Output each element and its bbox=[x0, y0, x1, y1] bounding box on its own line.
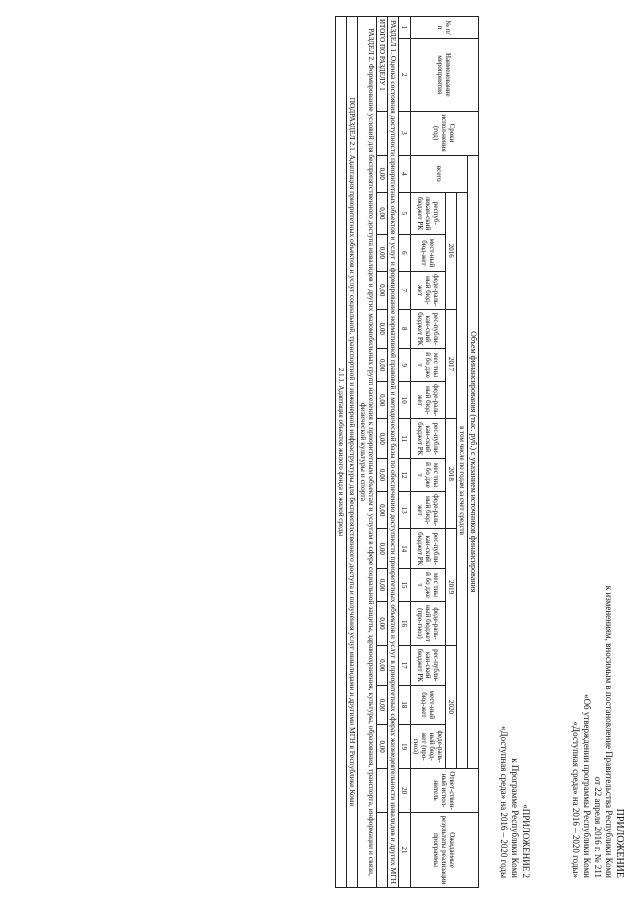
total-value-cell: 0,00 bbox=[377, 192, 388, 234]
year-header: 2020 bbox=[446, 645, 457, 768]
total-value-cell: 0,00 bbox=[377, 529, 388, 569]
total-result-cell bbox=[377, 813, 388, 888]
section-2-heading: РАЗДЕЛ 2. Формирование условий для беспрепятственного доступа инвалидов и других маломобильных групп населения к приоритетным объектам и услугам в сфере социальной защиты, здравоохранения, культуры, образования, транспорта, информации и связи, физической культуры и спорта bbox=[358, 17, 377, 888]
column-number: 14 bbox=[399, 529, 411, 569]
total-value-cell: 0,00 bbox=[377, 459, 388, 492]
appendix-line: к Программе Республики Коми bbox=[510, 758, 520, 878]
funding-source-header: рес-публи-кан-ский бюджет РК bbox=[411, 309, 446, 349]
financing-table bbox=[335, 16, 479, 888]
header-title: ПРИЛОЖЕНИЕ bbox=[614, 808, 625, 878]
column-number: 17 bbox=[399, 645, 411, 685]
document-header bbox=[570, 458, 625, 878]
col-by-years-header: в том числе по годам за счет средств bbox=[457, 192, 468, 768]
column-number: 6 bbox=[399, 234, 411, 271]
total-value-cell: 0,00 bbox=[377, 685, 388, 725]
funding-source-header: мест-ный бюд-жет bbox=[411, 685, 446, 725]
column-number: 1 bbox=[399, 17, 411, 39]
total-value-cell: 0,00 bbox=[377, 309, 388, 349]
header-line: от 22 апреля 2016 г. № 211 bbox=[593, 776, 603, 878]
col-total-header: всего bbox=[411, 155, 468, 192]
funding-source-header: рес-публи-кан-ский бюджет РК bbox=[411, 419, 446, 459]
appendix-title: «ПРИЛОЖЕНИЕ 2 bbox=[521, 804, 531, 878]
column-number: 11 bbox=[399, 419, 411, 459]
column-number: 4 bbox=[399, 155, 411, 192]
total-responsible-cell bbox=[377, 769, 388, 813]
funding-source-header: респуб-ликан-ский бюджет РК bbox=[411, 192, 446, 234]
rotated-content bbox=[15, 12, 625, 892]
total-value-cell: 0,00 bbox=[377, 568, 388, 601]
section-1-heading: РАЗДЕЛ 1. Оценка состояния доступности приоритетных объектов и услуг и формирование нормативной правовой и методической базы по обеспечению доступности приоритетных объектов и услуг в приоритетных сферах жизнедеятельности инвалидов и других МГН bbox=[388, 17, 399, 888]
funding-source-header: феде-раль-ный бюд-жет bbox=[411, 492, 446, 529]
funding-source-header: рес-публи-кан-ский бюджет РК bbox=[411, 645, 446, 685]
appendix-line: «Доступная среда» на 2016 – 2020 годы bbox=[499, 725, 509, 878]
total-value-cell: 0,00 bbox=[377, 272, 388, 309]
column-number: 15 bbox=[399, 568, 411, 601]
header-line: к изменениям, вносимым в постановление Правительства Республики Коми bbox=[604, 585, 614, 878]
col-num-header: № п/п bbox=[411, 17, 479, 39]
col-result-header: Ожидаемые результаты реализации программы bbox=[411, 813, 479, 888]
column-number: 2 bbox=[399, 38, 411, 111]
col-name-header: Наименование мероприятия bbox=[411, 38, 479, 111]
funding-source-header: феде-раль-ный бюд-жет bbox=[411, 382, 446, 419]
total-value-cell: 0,00 bbox=[377, 601, 388, 645]
total-value-cell: 0,00 bbox=[377, 419, 388, 459]
year-header: 2016 bbox=[446, 192, 457, 309]
funding-source-header: мес тны й бо дже т bbox=[411, 568, 446, 601]
col-responsible-header: Ответ-ствен-ный испол-нитель bbox=[411, 769, 479, 813]
column-number: 8 bbox=[399, 309, 411, 349]
funding-source-header: мес тны й бо дже т bbox=[411, 459, 446, 492]
column-number: 7 bbox=[399, 272, 411, 309]
total-value-cell: 0,00 bbox=[377, 492, 388, 529]
column-number: 19 bbox=[399, 725, 411, 769]
funding-source-header: мест-ный бюд-жет bbox=[411, 234, 446, 271]
header-line: «Доступная среда» на 2016 – 2020 годы» bbox=[571, 721, 581, 878]
funding-source-header: мес тны й бо дже т bbox=[411, 349, 446, 382]
item-2-1-1-heading: 2.1.1. Адаптация объектов жилого фонда и жилой среды bbox=[336, 17, 347, 888]
total-value-cell: 0,00 bbox=[377, 349, 388, 382]
year-header: 2017 bbox=[446, 309, 457, 419]
appendix-header bbox=[498, 518, 531, 878]
total-term-cell bbox=[377, 111, 388, 155]
total-value-cell: 0,00 bbox=[377, 725, 388, 769]
subsection-2-1-heading: ПОДРАЗДЕЛ 2.1. Адаптация приоритетных объектов и услуг социальной, транспортной и инженерной инфраструктуры для беспрепятственного доступа и получения услуг инвалидами и другими МГН в Республике Коми bbox=[347, 17, 358, 888]
year-header: 2019 bbox=[446, 529, 457, 646]
column-number: 21 bbox=[399, 813, 411, 888]
funding-source-header: феде-раль-ный бюджет (про-гноз) bbox=[411, 601, 446, 645]
column-number: 3 bbox=[399, 111, 411, 155]
total-value-cell: 0,00 bbox=[377, 382, 388, 419]
funding-source-header: рес-публи-кан-ский бюджет РК bbox=[411, 529, 446, 569]
total-value-cell: 0,00 bbox=[377, 645, 388, 685]
year-header: 2018 bbox=[446, 419, 457, 529]
funding-source-header: феде-раль-ный бюд-жет (про-гноз) bbox=[411, 725, 446, 769]
column-number: 9 bbox=[399, 349, 411, 382]
header-line: «Об утверждении программы Республики Коми bbox=[582, 694, 592, 878]
total-value-cell: 0,00 bbox=[377, 234, 388, 271]
column-number: 13 bbox=[399, 492, 411, 529]
column-number: 12 bbox=[399, 459, 411, 492]
column-number: 16 bbox=[399, 601, 411, 645]
col-finance-header: Объем финансирования (тыс. руб.) с указанием источников финансирования bbox=[468, 155, 479, 769]
total-label: ИТОГО ПО РАЗДЕЛУ 1 bbox=[377, 17, 388, 112]
funding-source-header: феде-раль-ный бюд-жет bbox=[411, 272, 446, 309]
column-number: 18 bbox=[399, 685, 411, 725]
col-term-header: Сроки испол-нения (год) bbox=[411, 111, 479, 155]
total-value-cell: 0,00 bbox=[377, 155, 388, 192]
column-number: 20 bbox=[399, 769, 411, 813]
column-number: 10 bbox=[399, 382, 411, 419]
column-number: 5 bbox=[399, 192, 411, 234]
